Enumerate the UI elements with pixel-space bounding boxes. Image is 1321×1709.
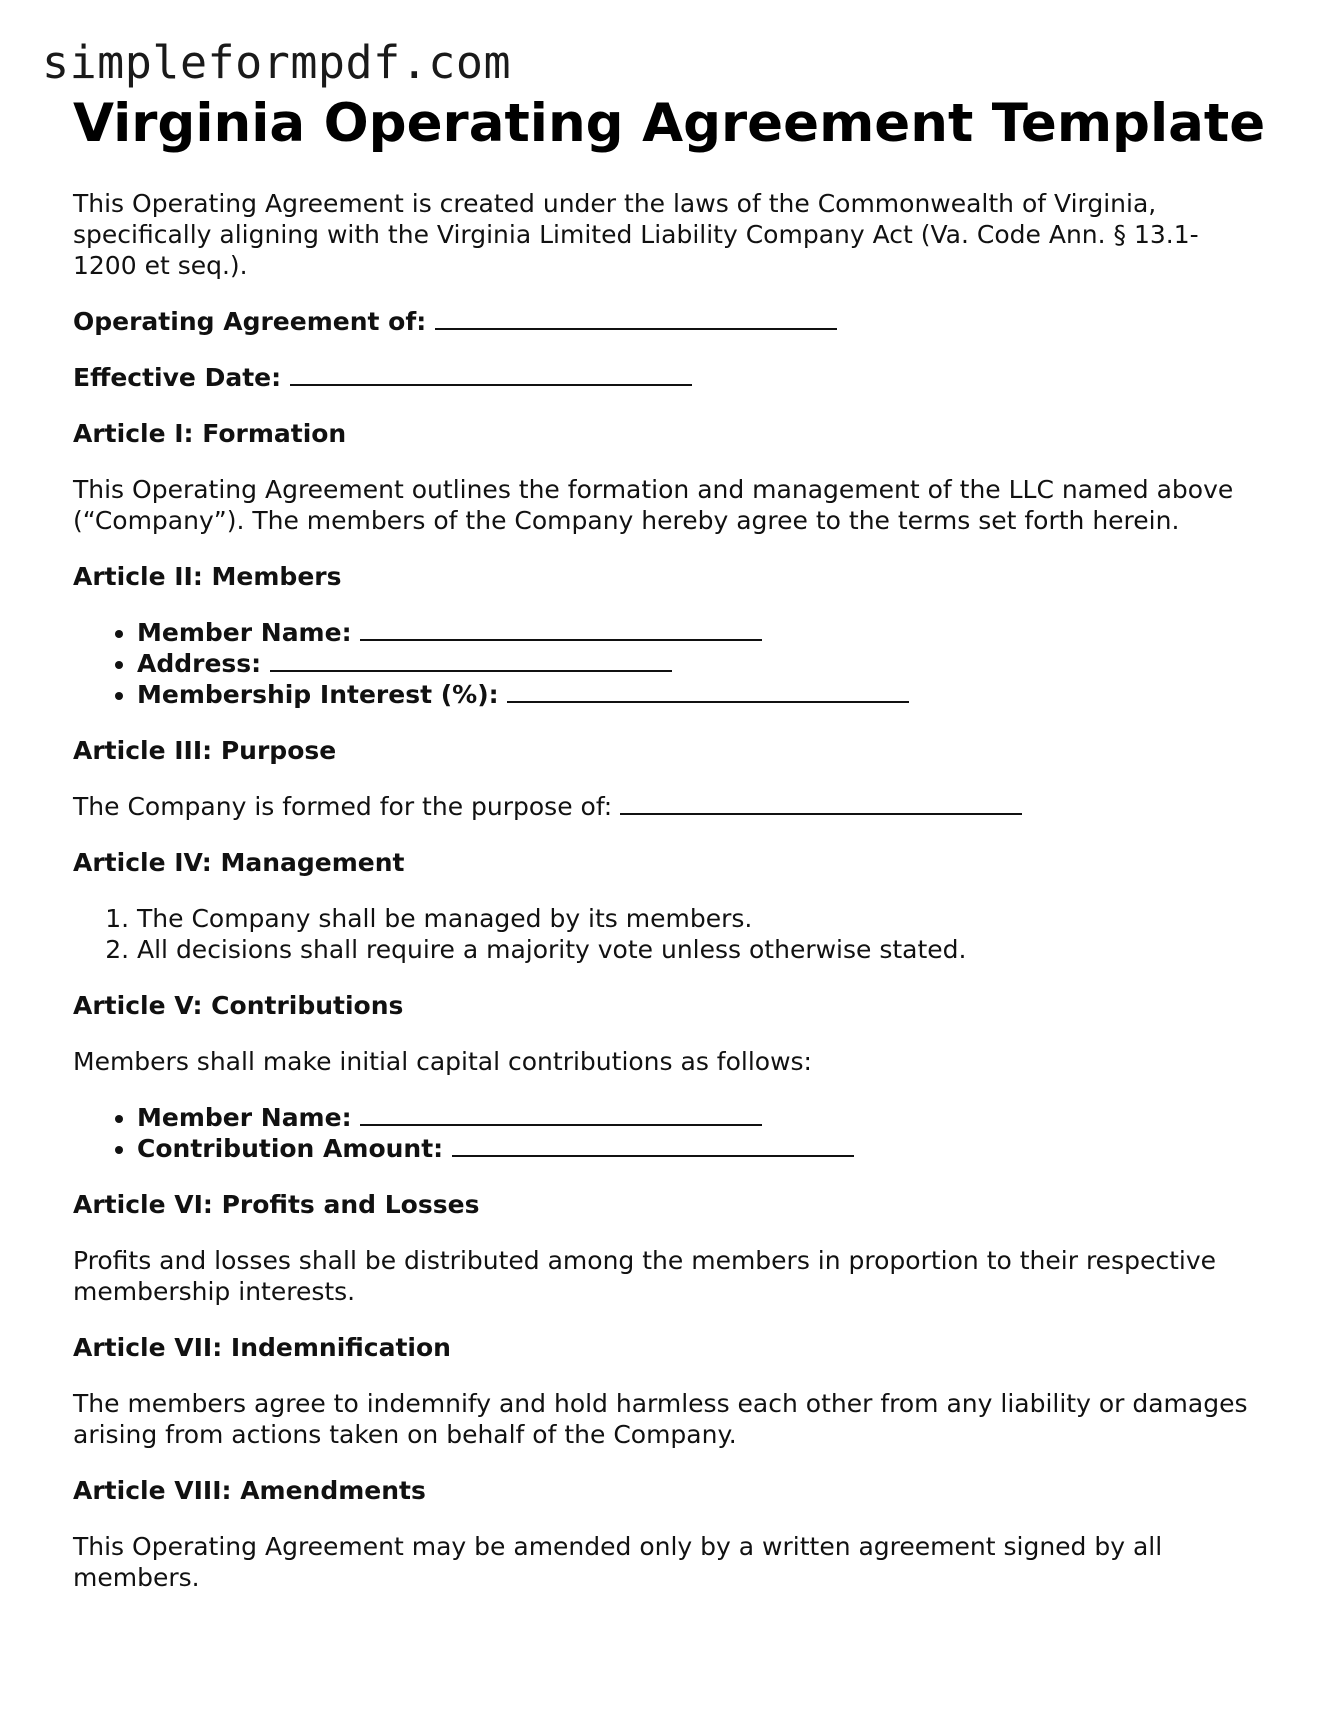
article-body-purpose bbox=[73, 791, 1253, 822]
membership-interest-label: Membership Interest (%): bbox=[137, 680, 499, 709]
contribution-amount-label: Contribution Amount: bbox=[137, 1134, 444, 1163]
article-body-formation: This Operating Agreement outlines the formation and management of the LLC named above (“Company”). The members of the Company hereby agree to the terms set forth herein. bbox=[73, 475, 1234, 535]
article-body-contributions: Members shall make initial capital contributions as follows: bbox=[73, 1047, 812, 1076]
article-heading-amendments: Article VIII: Amendments bbox=[73, 1476, 426, 1505]
contributions-list bbox=[73, 1102, 1253, 1164]
membership-interest-blank[interactable] bbox=[507, 679, 909, 703]
operating-agreement-of-label: Operating Agreement of: bbox=[73, 307, 427, 336]
operating-agreement-of-field bbox=[73, 306, 1253, 337]
members-list bbox=[73, 617, 1253, 710]
article-body-amendments: This Operating Agreement may be amended only by a written agreement signed by all members. bbox=[73, 1532, 1163, 1592]
address-label: Address: bbox=[137, 649, 262, 678]
member-name-label: Member Name: bbox=[137, 618, 352, 647]
management-list bbox=[73, 903, 1253, 965]
member-name-blank[interactable] bbox=[360, 617, 762, 641]
contribution-amount-blank[interactable] bbox=[452, 1133, 854, 1157]
purpose-label: The Company is formed for the purpose of: bbox=[73, 792, 613, 821]
article-heading-indemnification: Article VII: Indemnification bbox=[73, 1333, 451, 1362]
article-heading-management: Article IV: Management bbox=[73, 848, 405, 877]
effective-date-blank[interactable] bbox=[290, 362, 692, 386]
list-item bbox=[137, 679, 1253, 710]
list-item: 1. The Company shall be managed by its members. bbox=[137, 903, 1253, 934]
article-heading-profits: Article VI: Profits and Losses bbox=[73, 1190, 480, 1219]
contribution-member-name-label: Member Name: bbox=[137, 1103, 352, 1132]
operating-agreement-of-blank[interactable] bbox=[435, 306, 837, 330]
effective-date-label: Effective Date: bbox=[73, 363, 282, 392]
list-item bbox=[137, 1133, 1253, 1164]
article-body-indemnification: The members agree to indemnify and hold harmless each other from any liability or damages arising from actions taken on behalf of the Company. bbox=[73, 1389, 1248, 1449]
document-page bbox=[73, 92, 1266, 1618]
list-item bbox=[137, 648, 1253, 679]
intro-paragraph: This Operating Agreement is created under the laws of the Commonwealth of Virginia, specifically aligning with the Virginia Limited Liability Company Act (Va. Code Ann. § 13.1-1200 et seq.). bbox=[73, 189, 1199, 280]
list-item bbox=[137, 617, 1253, 648]
article-body-profits: Profits and losses shall be distributed among the members in proportion to their respective membership interests. bbox=[73, 1246, 1217, 1306]
article-heading-purpose: Article III: Purpose bbox=[73, 736, 337, 765]
article-heading-members: Article II: Members bbox=[73, 562, 342, 591]
address-blank[interactable] bbox=[270, 648, 672, 672]
effective-date-field bbox=[73, 362, 1253, 393]
purpose-blank[interactable] bbox=[620, 791, 1022, 815]
list-item bbox=[137, 1102, 1253, 1133]
watermark-site-name: simpleformpdf.com bbox=[42, 36, 512, 89]
contribution-member-name-blank[interactable] bbox=[360, 1102, 762, 1126]
article-heading-formation: Article I: Formation bbox=[73, 419, 347, 448]
article-heading-contributions: Article V: Contributions bbox=[73, 991, 404, 1020]
document-title: Virginia Operating Agreement Template bbox=[73, 93, 1266, 154]
list-item: 2. All decisions shall require a majority vote unless otherwise stated. bbox=[137, 934, 1253, 965]
